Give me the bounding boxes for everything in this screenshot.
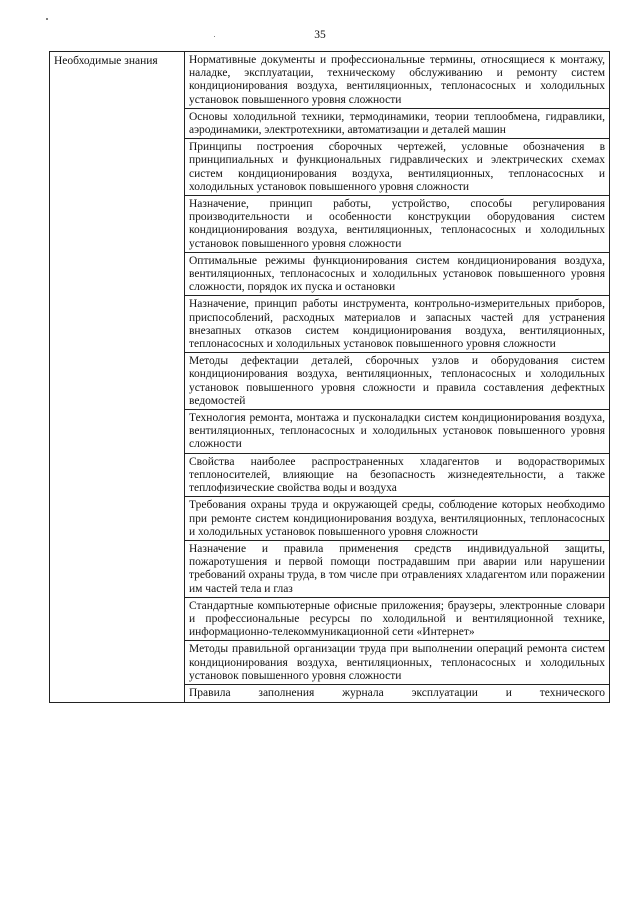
required-knowledge-label: Необходимые знания — [54, 55, 158, 67]
knowledge-item-text: Оптимальные режимы функционирования систем кондиционирования воздуха, вентиляционных, теплонасосных и холодильных установок повышенного уровня сложности, порядок их пуска и остановки — [189, 254, 605, 294]
knowledge-item-text: Свойства наиболее распространенных хладагентов и водорастворимых теплоносителей, влияющие на безопасность жизнедеятельности, а также теплофизические свойства воды и воздуха — [189, 455, 605, 495]
page-number: 35 — [314, 29, 326, 41]
knowledge-item-cell — [185, 52, 610, 109]
row-label-cell — [50, 52, 185, 703]
knowledge-item-cell — [185, 497, 610, 541]
knowledge-item-text: Назначение и правила применения средств индивидуальной защиты, пожаротушения и первой помощи пострадавшим при аварии или нарушении требований охраны труда, в том числе при отравлениях хладагентом или поражении им частей тела и глаз — [189, 542, 605, 595]
knowledge-item-cell — [185, 540, 610, 597]
knowledge-table — [49, 51, 610, 703]
knowledge-item-cell — [185, 139, 610, 196]
knowledge-item-cell — [185, 684, 610, 702]
scan-speck — [46, 18, 48, 20]
knowledge-item-text: Назначение, принцип работы инструмента, контрольно-измерительных приборов, приспособлений, расходных материалов и запасных частей для устранения внезапных отказов систем кондиционирования воздуха, вентиляционных, теплонасосных и холодильных установок повышенного уровня сложности — [189, 298, 605, 351]
knowledge-item-cell — [185, 410, 610, 454]
knowledge-item-cell — [185, 196, 610, 253]
knowledge-item-text: Правила заполнения журнала эксплуатации и технического — [189, 686, 605, 699]
knowledge-item-text: Принципы построения сборочных чертежей, условные обозначения в принципиальных и функциональных гидравлических и электрических схемах систем кондиционирования воздуха, вентиляционных, теплонасосных и холодильных установок повышенного уровня сложности — [189, 141, 605, 193]
knowledge-item-cell — [185, 252, 610, 296]
knowledge-item-text: Стандартные компьютерные офисные приложения; браузеры, электронные словари и профессиональные ресурсы по холодильной и вентиляционной технике, информационно-телекоммуникационной сети «Интернет» — [189, 599, 605, 639]
knowledge-item-text: Методы дефектации деталей, сборочных узлов и оборудования систем кондиционирования воздуха, вентиляционных, теплонасосных и холодильных установок повышенного уровня сложности и правила составления дефектных ведомостей — [189, 355, 605, 407]
knowledge-item-text: Основы холодильной техники, термодинамики, теории теплообмена, гидравлики, аэродинамики, электротехники, автоматизации и деталей машин — [189, 110, 605, 137]
knowledge-item-text: Методы правильной организации труда при выполнении операций ремонта систем кондиционирования воздуха, вентиляционных, теплонасосных и холодильных установок повышенного уровня сложности — [189, 643, 605, 682]
knowledge-item-cell — [185, 108, 610, 138]
knowledge-item-text: Назначение, принцип работы, устройство, способы регулирования производительности и особенности конструкции оборудования систем кондиционирования воздуха, вентиляционных, теплонасосных и холодильных установок повышенного уровня сложности — [189, 198, 605, 250]
table-row — [50, 52, 610, 109]
knowledge-item-text: Требования охраны труда и окружающей среды, соблюдение которых необходимо при ремонте систем кондиционирования воздуха, вентиляционных, теплонасосных и холодильных установок повышенного уровня сложности — [189, 499, 605, 538]
knowledge-item-cell — [185, 597, 610, 641]
knowledge-item-text: Технология ремонта, монтажа и пусконаладки систем кондиционирования воздуха, вентиляционных, теплонасосных и холодильных установок повышенного уровня сложности — [189, 412, 605, 451]
knowledge-item-text: Нормативные документы и профессиональные термины, относящиеся к монтажу, наладке, эксплуатации, техническому обслуживанию и ремонту систем кондиционирования воздуха, вентиляционных, теплонасосных и холодильных установок повышенного уровня сложности — [189, 54, 605, 106]
knowledge-item-cell — [185, 296, 610, 353]
knowledge-item-cell — [185, 453, 610, 497]
knowledge-item-cell — [185, 353, 610, 410]
knowledge-item-cell — [185, 641, 610, 685]
